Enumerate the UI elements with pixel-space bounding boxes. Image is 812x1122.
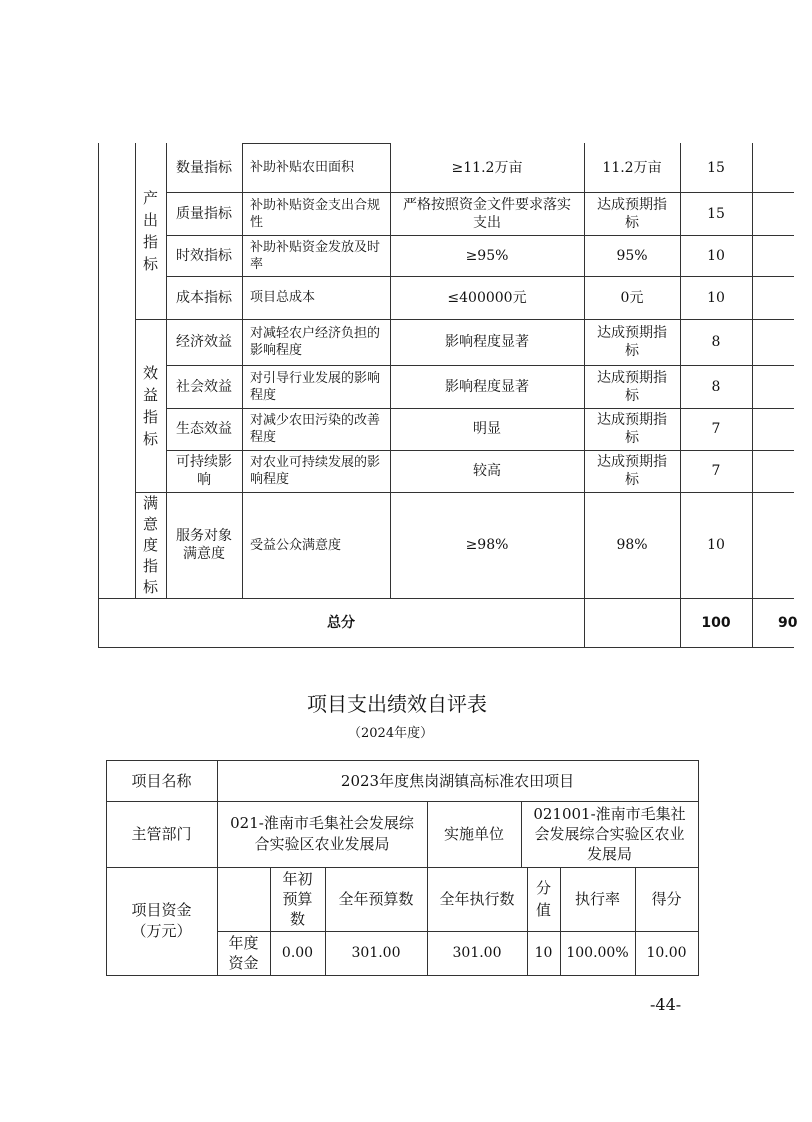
page-subtitle: （2024年度） bbox=[348, 726, 434, 741]
indicator-cell: 成本指标 bbox=[176, 289, 232, 306]
group-char: 产 bbox=[142, 189, 158, 207]
content-cell: 对减轻农户经济负担的影响程度 bbox=[250, 326, 381, 358]
header-exec-rate: 执行率 bbox=[574, 890, 620, 908]
header-annual-budget: 全年预算数 bbox=[338, 890, 414, 908]
score-cell: 15 bbox=[707, 205, 725, 222]
header-score: 得分 bbox=[651, 890, 682, 908]
impl-value: 021001-淮南市毛集社会发展综合实验区农业发展局 bbox=[533, 805, 686, 863]
actual-cell: 98% bbox=[616, 537, 648, 553]
content-cell: 项目总成本 bbox=[250, 290, 316, 305]
group-label-output bbox=[135, 143, 166, 319]
group-char: 标 bbox=[142, 429, 158, 448]
page-title: 项目支出绩效自评表 bbox=[307, 692, 487, 716]
actual-cell: 达成预期指标 bbox=[597, 325, 667, 359]
actual-cell: 95% bbox=[616, 247, 648, 264]
actual-cell: 达成预期指标 bbox=[597, 369, 667, 404]
annual-budget-value: 301.00 bbox=[351, 945, 401, 961]
group-char: 度 bbox=[142, 535, 158, 554]
indicator-cell: 可持续影响 bbox=[176, 454, 232, 488]
target-cell: ≤400000元 bbox=[447, 289, 527, 306]
target-cell: 较高 bbox=[473, 463, 501, 479]
annual-funds-label: 年度资金 bbox=[228, 934, 259, 972]
score-cell: 10 bbox=[707, 289, 725, 306]
group-char: 标 bbox=[142, 255, 158, 273]
total-score: 100 bbox=[701, 614, 731, 631]
target-cell: 影响程度显著 bbox=[445, 334, 529, 350]
project-name: 2023年度焦岗湖镇高标准农田项目 bbox=[340, 771, 575, 790]
weight-value: 10 bbox=[534, 945, 553, 961]
content-cell: 对农业可持续发展的影响程度 bbox=[250, 455, 381, 487]
group-char: 指 bbox=[142, 233, 158, 251]
group-char: 效 bbox=[142, 363, 158, 382]
indicator-cell: 生态效益 bbox=[176, 421, 232, 437]
content-cell: 补助补贴农田面积 bbox=[250, 160, 355, 175]
group-label-satisfaction bbox=[135, 492, 166, 598]
group-char: 满 bbox=[142, 493, 158, 512]
group-char: 出 bbox=[142, 211, 158, 229]
actual-cell: 11.2万亩 bbox=[602, 159, 662, 176]
actual-cell: 0元 bbox=[620, 289, 644, 306]
group-char: 意 bbox=[142, 514, 158, 533]
total-obtained: 90 bbox=[778, 614, 798, 631]
content-cell: 补助补贴资金支出合规性 bbox=[250, 197, 381, 230]
content-cell: 补助补贴资金发放及时率 bbox=[250, 239, 381, 272]
content-cell: 受益公众满意度 bbox=[250, 537, 342, 553]
annual-exec-value: 301.00 bbox=[452, 945, 502, 961]
funds-label: 项目资金（万元） bbox=[131, 901, 192, 940]
score-cell: 7 bbox=[711, 421, 721, 437]
indicator-cell: 时效指标 bbox=[176, 247, 232, 264]
project-expenditure-table bbox=[0, 740, 794, 990]
content-cell: 对引导行业发展的影响程度 bbox=[250, 370, 381, 403]
score-cell: 7 bbox=[711, 463, 721, 479]
target-cell: 影响程度显著 bbox=[445, 378, 529, 395]
exec-rate-value: 100.00% bbox=[566, 945, 629, 961]
group-char: 指 bbox=[142, 407, 158, 426]
target-cell: 严格按照资金文件要求落实支出 bbox=[403, 196, 571, 231]
header-initial-budget: 年初预算数 bbox=[282, 870, 313, 928]
target-cell: ≥98% bbox=[465, 537, 509, 553]
content-cell: 对减少农田污染的改善程度 bbox=[250, 413, 381, 445]
target-cell: ≥11.2万亩 bbox=[451, 159, 523, 176]
indicator-cell: 数量指标 bbox=[176, 159, 232, 176]
indicator-cell: 质量指标 bbox=[176, 205, 232, 222]
indicator-cell: 社会效益 bbox=[176, 378, 232, 395]
total-label: 总分 bbox=[327, 614, 355, 631]
group-char: 益 bbox=[142, 385, 158, 404]
score-cell: 10 bbox=[707, 537, 725, 553]
actual-cell: 达成预期指标 bbox=[597, 412, 667, 446]
dept-value: 021-淮南市毛集社会发展综合实验区农业发展局 bbox=[230, 814, 414, 853]
target-cell: ≥95% bbox=[465, 247, 509, 264]
group-char: 标 bbox=[142, 577, 158, 596]
indicator-cell: 服务对象满意度 bbox=[176, 528, 232, 562]
actual-cell: 达成预期指标 bbox=[597, 454, 667, 488]
group-label-benefit bbox=[135, 319, 166, 492]
indicator-cell: 经济效益 bbox=[176, 334, 232, 350]
initial-budget-value: 0.00 bbox=[281, 945, 314, 961]
score-cell: 15 bbox=[707, 159, 725, 176]
header-weight: 分值 bbox=[535, 879, 551, 919]
actual-cell: 达成预期指标 bbox=[597, 196, 667, 231]
project-name-label: 项目名称 bbox=[131, 771, 192, 790]
score-value: 10.00 bbox=[646, 945, 687, 961]
header-annual-exec: 全年执行数 bbox=[439, 890, 515, 908]
target-cell: 明显 bbox=[473, 421, 501, 437]
score-cell: 10 bbox=[707, 247, 725, 264]
page-number: -44- bbox=[650, 995, 682, 1014]
impl-label: 实施单位 bbox=[443, 825, 504, 843]
dept-label: 主管部门 bbox=[131, 825, 192, 843]
score-cell: 8 bbox=[711, 378, 721, 395]
score-cell: 8 bbox=[711, 334, 721, 350]
group-char: 指 bbox=[142, 556, 158, 575]
